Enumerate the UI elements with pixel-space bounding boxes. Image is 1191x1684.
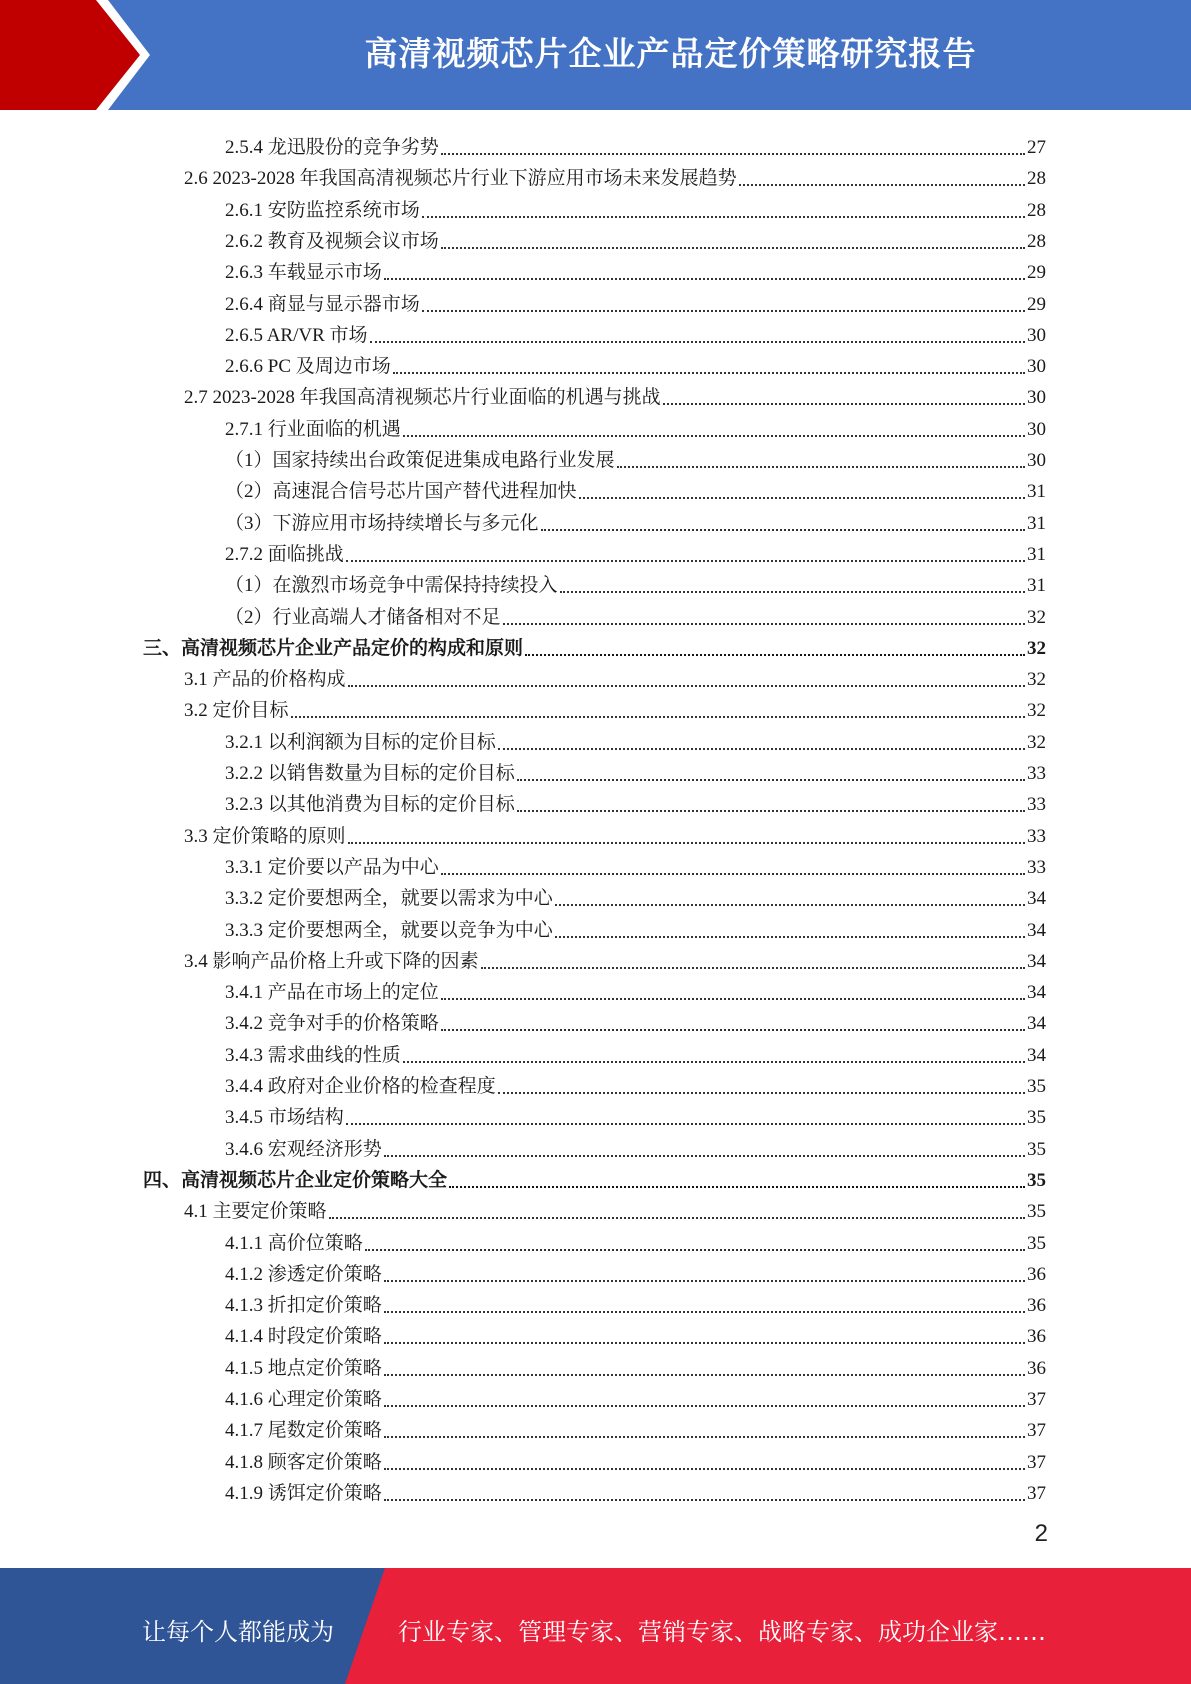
toc-entry-title: 3.4.2 竞争对手的价格策略 [225, 1013, 439, 1035]
toc-entry-page: 27 [1027, 137, 1046, 158]
toc-dot-leader [384, 1155, 1025, 1157]
toc-entry[interactable] [225, 723, 1046, 754]
toc-entry[interactable] [184, 159, 1046, 190]
toc-entry-title: 4.1.2 渗透定价策略 [225, 1263, 382, 1285]
toc-entry[interactable] [225, 191, 1046, 222]
toc-entry[interactable] [225, 973, 1046, 1004]
toc-entry-title: 4.1.4 时段定价策略 [225, 1326, 382, 1348]
toc-dot-leader [384, 1311, 1025, 1313]
toc-dot-leader [422, 310, 1025, 312]
toc-dot-leader [555, 904, 1025, 906]
toc-entry[interactable] [225, 1474, 1046, 1505]
toc-entry-title: 4.1.5 地点定价策略 [225, 1357, 382, 1379]
toc-entry-page: 34 [1027, 1013, 1046, 1035]
toc-dot-leader [384, 1436, 1025, 1438]
toc-dot-leader [441, 873, 1025, 875]
toc-dot-leader [517, 779, 1025, 781]
toc-entry-page: 30 [1027, 387, 1046, 409]
toc-entry-page: 33 [1027, 856, 1046, 878]
toc-entry[interactable] [225, 754, 1046, 785]
toc-entry[interactable] [225, 1411, 1046, 1442]
toc-entry-title: 3.2.1 以利润额为目标的定价目标 [225, 731, 496, 753]
toc-entry[interactable] [225, 598, 1046, 629]
toc-entry[interactable] [225, 1255, 1046, 1286]
toc-entry-page: 37 [1027, 1389, 1046, 1410]
toc-entry-page: 36 [1027, 1295, 1046, 1317]
toc-dot-leader [365, 1249, 1025, 1251]
toc-entry[interactable] [225, 785, 1046, 816]
toc-entry[interactable] [225, 1443, 1046, 1474]
toc-dot-leader [422, 216, 1025, 218]
toc-entry-title: 4.1.7 尾数定价策略 [225, 1420, 382, 1442]
toc-dot-leader [555, 936, 1025, 938]
toc-entry-title: 四、高清视频芯片企业定价策略大全 [143, 1169, 448, 1191]
toc-dot-leader [384, 1499, 1025, 1501]
toc-dot-leader [663, 403, 1025, 405]
toc-entry-title: 2.6 2023-2028 年我国高清视频芯片行业下游应用市场未来发展趋势 [184, 168, 737, 190]
toc-entry[interactable] [225, 1380, 1046, 1411]
toc-entry[interactable] [225, 535, 1046, 566]
toc-entry-title: 2.6.4 商显与显示器市场 [225, 293, 420, 315]
toc-entry-title: （1）在激烈市场竞争中需保持持续投入 [225, 575, 558, 597]
toc-entry-title: 2.6.6 PC 及周边市场 [225, 356, 391, 378]
toc-entry-title: 3.4.4 政府对企业价格的检查程度 [225, 1076, 496, 1097]
toc-entry-title: 3.2 定价目标 [184, 700, 289, 722]
header-band [0, 0, 1191, 110]
toc-entry-page: 29 [1027, 262, 1046, 284]
toc-entry[interactable] [225, 1130, 1046, 1161]
toc-entry-page: 31 [1027, 481, 1046, 503]
toc-entry-title: 3.2.2 以销售数量为目标的定价目标 [225, 763, 515, 784]
toc-entry-title: 2.7 2023-2028 年我国高清视频芯片行业面临的机遇与挑战 [184, 387, 661, 409]
toc-entry-page: 36 [1027, 1263, 1046, 1285]
toc-entry-title: 3.4.6 宏观经济形势 [225, 1138, 382, 1160]
toc-dot-leader [441, 1029, 1025, 1031]
toc-entry-title: 2.7.1 行业面临的机遇 [225, 418, 401, 440]
toc-entry-page: 31 [1027, 575, 1046, 597]
toc-entry[interactable] [225, 222, 1046, 253]
toc-entry[interactable] [225, 253, 1046, 284]
toc-dot-leader [525, 654, 1025, 656]
toc-entry[interactable] [225, 472, 1046, 503]
toc-entry[interactable] [225, 1317, 1046, 1348]
toc-entry[interactable] [225, 128, 1046, 159]
toc-entry[interactable] [225, 504, 1046, 535]
toc-dot-leader [348, 842, 1025, 844]
toc-entry[interactable] [225, 1286, 1046, 1317]
toc-entry-page: 34 [1027, 950, 1046, 972]
toc-entry-page: 33 [1027, 825, 1046, 847]
toc-entry-title: 3.4.3 需求曲线的性质 [225, 1044, 401, 1066]
toc-dot-leader [498, 748, 1025, 750]
toc-entry-title: 4.1.3 折扣定价策略 [225, 1295, 382, 1317]
toc-entry-page: 32 [1027, 700, 1046, 722]
toc-entry-page: 30 [1027, 324, 1046, 346]
report-title: 高清视频芯片企业产品定价策略研究报告 [364, 34, 977, 73]
toc-entry-page: 28 [1027, 230, 1046, 252]
toc-entry-page: 30 [1027, 418, 1046, 440]
footer-slogan-left: 让每个人都能成为 [142, 1618, 334, 1646]
toc-entry[interactable] [225, 441, 1046, 472]
toc-entry-title: 3.3.1 定价要以产品为中心 [225, 856, 439, 878]
toc-entry[interactable] [184, 378, 1046, 409]
toc-dot-leader [384, 1374, 1025, 1376]
toc-entry[interactable] [184, 660, 1046, 691]
footer-band [0, 1568, 1191, 1684]
toc-dot-leader [517, 810, 1025, 812]
toc-entry-title: 3.4.5 市场结构 [225, 1107, 344, 1129]
toc-entry[interactable] [225, 1004, 1046, 1035]
toc-entry-title: 2.5.4 龙迅股份的竞争劣势 [225, 137, 439, 158]
toc-dot-leader [449, 1186, 1025, 1188]
toc-entry-title: 4.1.1 高价位策略 [225, 1232, 363, 1254]
toc-entry-title: 3.3.3 定价要想两全，就要以竞争为中心 [225, 919, 553, 941]
toc-entry-page: 36 [1027, 1326, 1046, 1348]
toc-entry[interactable] [225, 1224, 1046, 1255]
toc-entry-page: 29 [1027, 293, 1046, 315]
toc-entry[interactable] [225, 316, 1046, 347]
toc-entry-page: 28 [1027, 168, 1046, 190]
toc-entry-title: （3）下游应用市场持续增长与多元化 [225, 512, 539, 534]
toc-entry-page: 32 [1027, 669, 1046, 691]
toc-dot-leader [579, 497, 1025, 499]
toc-entry[interactable] [225, 1098, 1046, 1129]
toc-dot-leader [346, 1123, 1025, 1125]
toc-entry-page: 31 [1027, 512, 1046, 534]
footer-slogan-right: 行业专家、管理专家、营销专家、战略专家、成功企业家…… [398, 1618, 1046, 1646]
toc-entry-page: 30 [1027, 356, 1046, 378]
toc-entry[interactable] [184, 1192, 1046, 1223]
toc-entry-title: 2.6.2 教育及视频会议市场 [225, 230, 439, 252]
toc-entry[interactable] [184, 817, 1046, 848]
toc-entry-page: 35 [1027, 1232, 1046, 1254]
toc-entry-title: （2）行业高端人才储备相对不足 [225, 606, 501, 628]
toc-entry-page: 33 [1027, 794, 1046, 816]
toc-entry-page: 35 [1027, 1138, 1046, 1160]
toc-entry[interactable] [225, 285, 1046, 316]
toc-dot-leader [560, 591, 1025, 593]
toc-entry-page: 37 [1027, 1482, 1046, 1504]
toc-entry-page: 34 [1027, 1044, 1046, 1066]
toc-entry-title: （1）国家持续出台政策促进集成电路行业发展 [225, 450, 615, 471]
toc-entry-title: 3.2.3 以其他消费为目标的定价目标 [225, 794, 515, 816]
page-number: 2 [1034, 1520, 1048, 1547]
toc-entry[interactable] [143, 629, 1046, 660]
toc-dot-leader [441, 247, 1025, 249]
toc-entry-page: 35 [1027, 1201, 1046, 1223]
toc-entry-title: 2.6.1 安防监控系统市场 [225, 199, 420, 221]
toc-entry[interactable] [225, 347, 1046, 378]
toc-dot-leader [441, 998, 1025, 1000]
toc-entry[interactable] [184, 691, 1046, 722]
toc-dot-leader [393, 372, 1025, 374]
toc-entry-page: 32 [1027, 637, 1046, 659]
toc-dot-leader [498, 1092, 1025, 1094]
toc-entry-page: 34 [1027, 919, 1046, 941]
toc-entry-title: 3.3 定价策略的原则 [184, 825, 346, 847]
toc-entry[interactable] [225, 879, 1046, 910]
toc-entry-title: 3.3.2 定价要想两全，就要以需求为中心 [225, 888, 553, 910]
toc-entry-page: 32 [1027, 606, 1046, 628]
toc-entry-title: 4.1 主要定价策略 [184, 1201, 327, 1223]
toc-dot-leader [441, 153, 1025, 155]
toc-entry-page: 34 [1027, 888, 1046, 910]
toc-entry-page: 33 [1027, 763, 1046, 784]
toc-entry-title: 3.4 影响产品价格上升或下降的因素 [184, 950, 479, 972]
toc-entry-title: （2）高速混合信号芯片国产替代进程加快 [225, 481, 577, 503]
toc-entry-page: 37 [1027, 1451, 1046, 1473]
toc-entry-title: 4.1.8 顾客定价策略 [225, 1451, 382, 1473]
toc-dot-leader [384, 1342, 1025, 1344]
toc-entry-title: 4.1.9 诱饵定价策略 [225, 1482, 382, 1504]
toc-dot-leader [384, 278, 1025, 280]
toc-entry-page: 37 [1027, 1420, 1046, 1442]
toc-entry-title: 2.6.3 车载显示市场 [225, 262, 382, 284]
toc-dot-leader [346, 560, 1025, 562]
toc-entry[interactable] [184, 942, 1046, 973]
toc-entry-page: 35 [1027, 1076, 1046, 1097]
toc-entry-title: 2.6.5 AR/VR 市场 [225, 324, 368, 346]
toc-entry-page: 30 [1027, 450, 1046, 471]
toc-entry[interactable] [225, 1067, 1046, 1098]
toc-entry-page: 28 [1027, 199, 1046, 221]
toc-entry-title: 3.1 产品的价格构成 [184, 669, 346, 691]
toc-dot-leader [541, 529, 1025, 531]
toc-entry-title: 2.7.2 面临挑战 [225, 543, 344, 565]
toc-dot-leader [291, 716, 1025, 718]
toc-entry[interactable] [225, 566, 1046, 597]
toc-entry-page: 34 [1027, 982, 1046, 1004]
toc-dot-leader [384, 1280, 1025, 1282]
toc-dot-leader [348, 685, 1025, 687]
toc-dot-leader [403, 435, 1025, 437]
toc-dot-leader [329, 1217, 1025, 1219]
toc-entry-page: 31 [1027, 543, 1046, 565]
toc-dot-leader [739, 184, 1025, 186]
toc-dot-leader [384, 1468, 1025, 1470]
toc-entry-title: 三、高清视频芯片企业产品定价的构成和原则 [143, 637, 524, 659]
toc-dot-leader [617, 466, 1025, 468]
toc-entry-page: 32 [1027, 731, 1046, 753]
toc-dot-leader [384, 1405, 1025, 1407]
toc-entry[interactable] [225, 1036, 1046, 1067]
toc-entry-page: 35 [1027, 1107, 1046, 1129]
toc-dot-leader [481, 967, 1025, 969]
toc-entry[interactable] [143, 1161, 1046, 1192]
toc-entry-page: 36 [1027, 1357, 1046, 1379]
toc-entry[interactable] [225, 848, 1046, 879]
toc-entry-page: 35 [1027, 1169, 1046, 1191]
toc-dot-leader [503, 623, 1025, 625]
toc-dot-leader [370, 341, 1025, 343]
toc-entry-title: 4.1.6 心理定价策略 [225, 1389, 382, 1410]
toc-entry[interactable] [225, 911, 1046, 942]
toc-entry-title: 3.4.1 产品在市场上的定位 [225, 982, 439, 1004]
toc-entry[interactable] [225, 410, 1046, 441]
toc-entry[interactable] [225, 1349, 1046, 1380]
toc-dot-leader [403, 1061, 1025, 1063]
